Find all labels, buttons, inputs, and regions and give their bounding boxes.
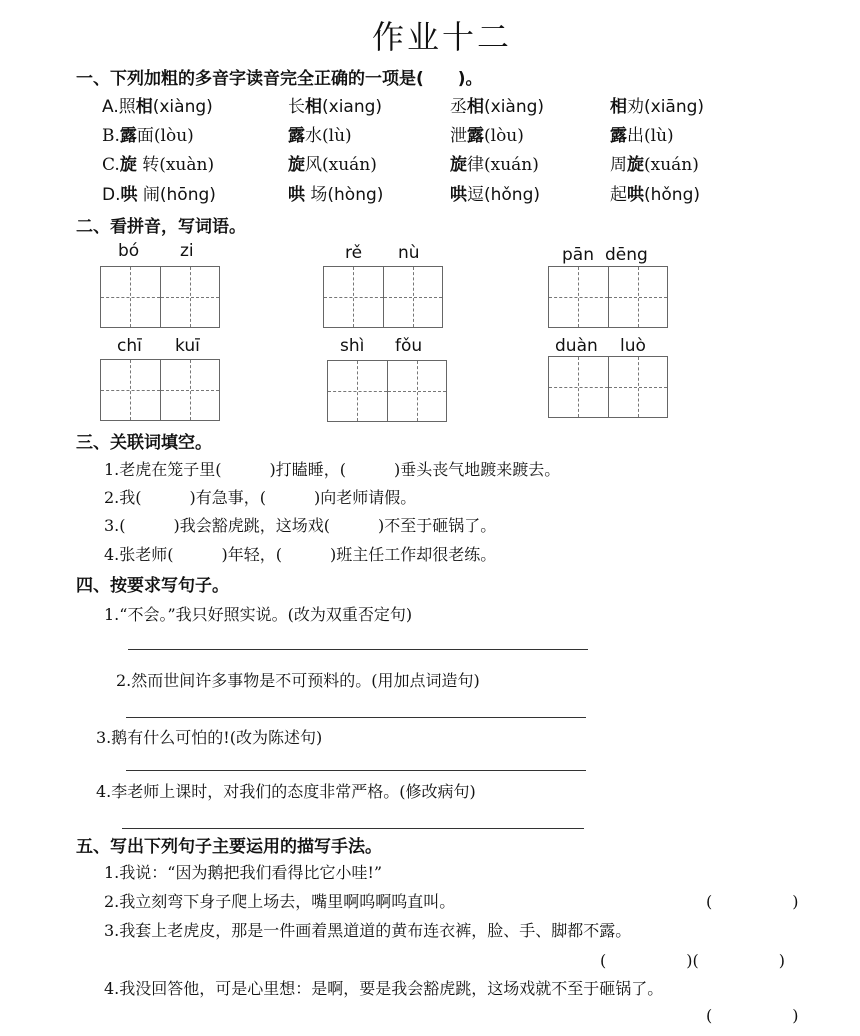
section-1-heading: 一、下列加粗的多音字读音完全正确的一项是( )。 (76, 69, 483, 89)
choice-D-word-1 (102, 180, 216, 205)
pinyin-3b: dēng (605, 245, 648, 265)
technique-item-1: 1.我说：“因为鹅把我们看得比它小哇!” (104, 863, 383, 882)
choice-D-word-4 (610, 180, 700, 205)
choice-bold-text: 哄 (288, 185, 305, 205)
choice-bold-text: 露 (119, 126, 137, 146)
answer-blank-4[interactable]: ( ) (706, 1006, 799, 1025)
sentence-task-4: 4.李老师上课时，对我们的态度非常严格。(修改病句) (96, 782, 476, 801)
answer-line-4[interactable] (122, 828, 584, 829)
choice-C-word-2 (288, 150, 377, 175)
choice-A-word-4 (610, 92, 704, 117)
technique-item-3: 3.我套上老虎皮，那是一件画着黑道道的黄布连衣裤，脸、手、脚都不露。 (104, 921, 632, 940)
choice-pre-text: 泄 (450, 126, 467, 146)
answer-line-2[interactable] (126, 717, 586, 718)
choice-A-word-3 (450, 92, 544, 117)
pinyin-4b: kuī (175, 336, 200, 356)
choice-post-text: 闹(hōng) (137, 185, 216, 205)
choice-bold-text: 哄 (120, 185, 138, 205)
choice-A-word-2 (288, 92, 382, 117)
page-title: 作业十二 (372, 18, 513, 56)
choice-post-text: 风(xuán) (305, 155, 377, 175)
writing-grid-2[interactable] (323, 266, 443, 328)
pinyin-2b: nù (398, 243, 420, 263)
choice-bold-text: 露 (288, 126, 305, 146)
answer-line-3[interactable] (126, 770, 586, 771)
writing-grid-5[interactable] (327, 360, 447, 422)
writing-grid-1[interactable] (100, 266, 220, 328)
choice-post-text: 律(xuán) (467, 155, 539, 175)
technique-item-2: 2.我立刻弯下身子爬上场去，嘴里啊呜啊呜直叫。 (104, 892, 456, 911)
choice-post-text: (xiang) (322, 97, 383, 117)
choice-bold-text: 相 (305, 97, 322, 117)
pinyin-6a: duàn (555, 336, 598, 356)
choice-bold-text: 旋 (288, 155, 305, 175)
choice-B-word-1 (102, 121, 194, 146)
sentence-task-1: 1.“不会。”我只好照实说。(改为双重否定句) (104, 605, 413, 624)
choice-pre-text: B. (102, 126, 120, 146)
pinyin-2a: rě (345, 243, 363, 263)
choice-pre-text: C. (102, 155, 120, 175)
pinyin-1b: zi (180, 241, 194, 261)
writing-grid-6[interactable] (548, 356, 668, 418)
choice-bold-text: 相 (610, 97, 627, 117)
pinyin-4a: chī (117, 336, 142, 356)
choice-C-word-1 (102, 150, 214, 175)
choice-bold-text: 露 (467, 126, 484, 146)
choice-C-word-4 (610, 150, 699, 175)
choice-pre-text: 起 (610, 185, 627, 205)
section-2-heading: 二、看拼音，写词语。 (76, 217, 246, 237)
conjunction-item-2: 2.我( )有急事，( )向老师请假。 (104, 488, 417, 507)
choice-bold-text: 旋 (119, 155, 137, 175)
conjunction-item-1: 1.老虎在笼子里( )打瞌睡，( )垂头丧气地踱来踱去。 (104, 460, 561, 479)
answer-blank-3[interactable]: ( )( ) (600, 951, 785, 970)
section-4-heading: 四、按要求写句子。 (76, 576, 229, 596)
choice-post-text: (hǒng) (644, 185, 701, 205)
choice-post-text: (xuán) (644, 155, 699, 175)
choice-post-text: (xiàng) (152, 97, 213, 117)
choice-pre-text: 长 (288, 97, 305, 117)
choice-pre-text: 丞 (450, 97, 467, 117)
choice-post-text: 面(lòu) (136, 126, 194, 146)
choice-A-word-1 (102, 92, 213, 117)
technique-item-4: 4.我没回答他，可是心里想：是啊，要是我会豁虎跳，这场戏就不至于砸锅了。 (104, 979, 664, 998)
choice-post-text: 出(lù) (627, 126, 674, 146)
pinyin-5a: shì (340, 336, 365, 356)
choice-bold-text: 旋 (450, 155, 467, 175)
choice-D-word-3 (450, 180, 540, 205)
choice-C-word-3 (450, 150, 539, 175)
choice-bold-text: 旋 (627, 155, 644, 175)
choice-bold-text: 相 (135, 97, 153, 117)
conjunction-item-3: 3.( )我会豁虎跳，这场戏( )不至于砸锅了。 (104, 516, 497, 535)
choice-B-word-4 (610, 121, 674, 146)
choice-B-word-3 (450, 121, 524, 146)
choice-bold-text: 哄 (450, 185, 467, 205)
choice-post-text: 劝(xiāng) (627, 97, 705, 117)
answer-line-1[interactable] (128, 649, 588, 650)
choice-post-text: 逗(hǒng) (467, 185, 541, 205)
choice-bold-text: 露 (610, 126, 627, 146)
sentence-task-2: 2.然而世间许多事物是不可预料的。(用加点词造句) (116, 671, 480, 690)
pinyin-5b: fǒu (395, 336, 423, 356)
conjunction-item-4: 4.张老师( )年轻，( )班主任工作却很老练。 (104, 545, 497, 564)
choice-post-text: 场(hòng) (305, 185, 384, 205)
writing-grid-3[interactable] (548, 266, 668, 328)
section-3-heading: 三、关联词填空。 (76, 433, 212, 453)
section-5-heading: 五、写出下列句子主要运用的描写手法。 (76, 837, 382, 857)
choice-pre-text: D. (102, 185, 121, 205)
choice-pre-text: A.照 (102, 97, 136, 117)
choice-D-word-2 (288, 180, 383, 205)
answer-blank-2[interactable]: ( ) (706, 892, 799, 911)
pinyin-6b: luò (620, 336, 646, 356)
choice-B-word-2 (288, 121, 352, 146)
choice-post-text: (xiàng) (484, 97, 545, 117)
sentence-task-3: 3.鹅有什么可怕的!(改为陈述句) (96, 728, 323, 747)
choice-post-text: 水(lù) (305, 126, 352, 146)
choice-bold-text: 相 (467, 97, 484, 117)
writing-grid-4[interactable] (100, 359, 220, 421)
choice-post-text: 转(xuàn) (136, 155, 215, 175)
choice-post-text: (lòu) (484, 126, 524, 146)
pinyin-1a: bó (118, 241, 140, 261)
choice-bold-text: 哄 (627, 185, 644, 205)
choice-pre-text: 周 (610, 155, 627, 175)
pinyin-3a: pān (562, 245, 594, 265)
